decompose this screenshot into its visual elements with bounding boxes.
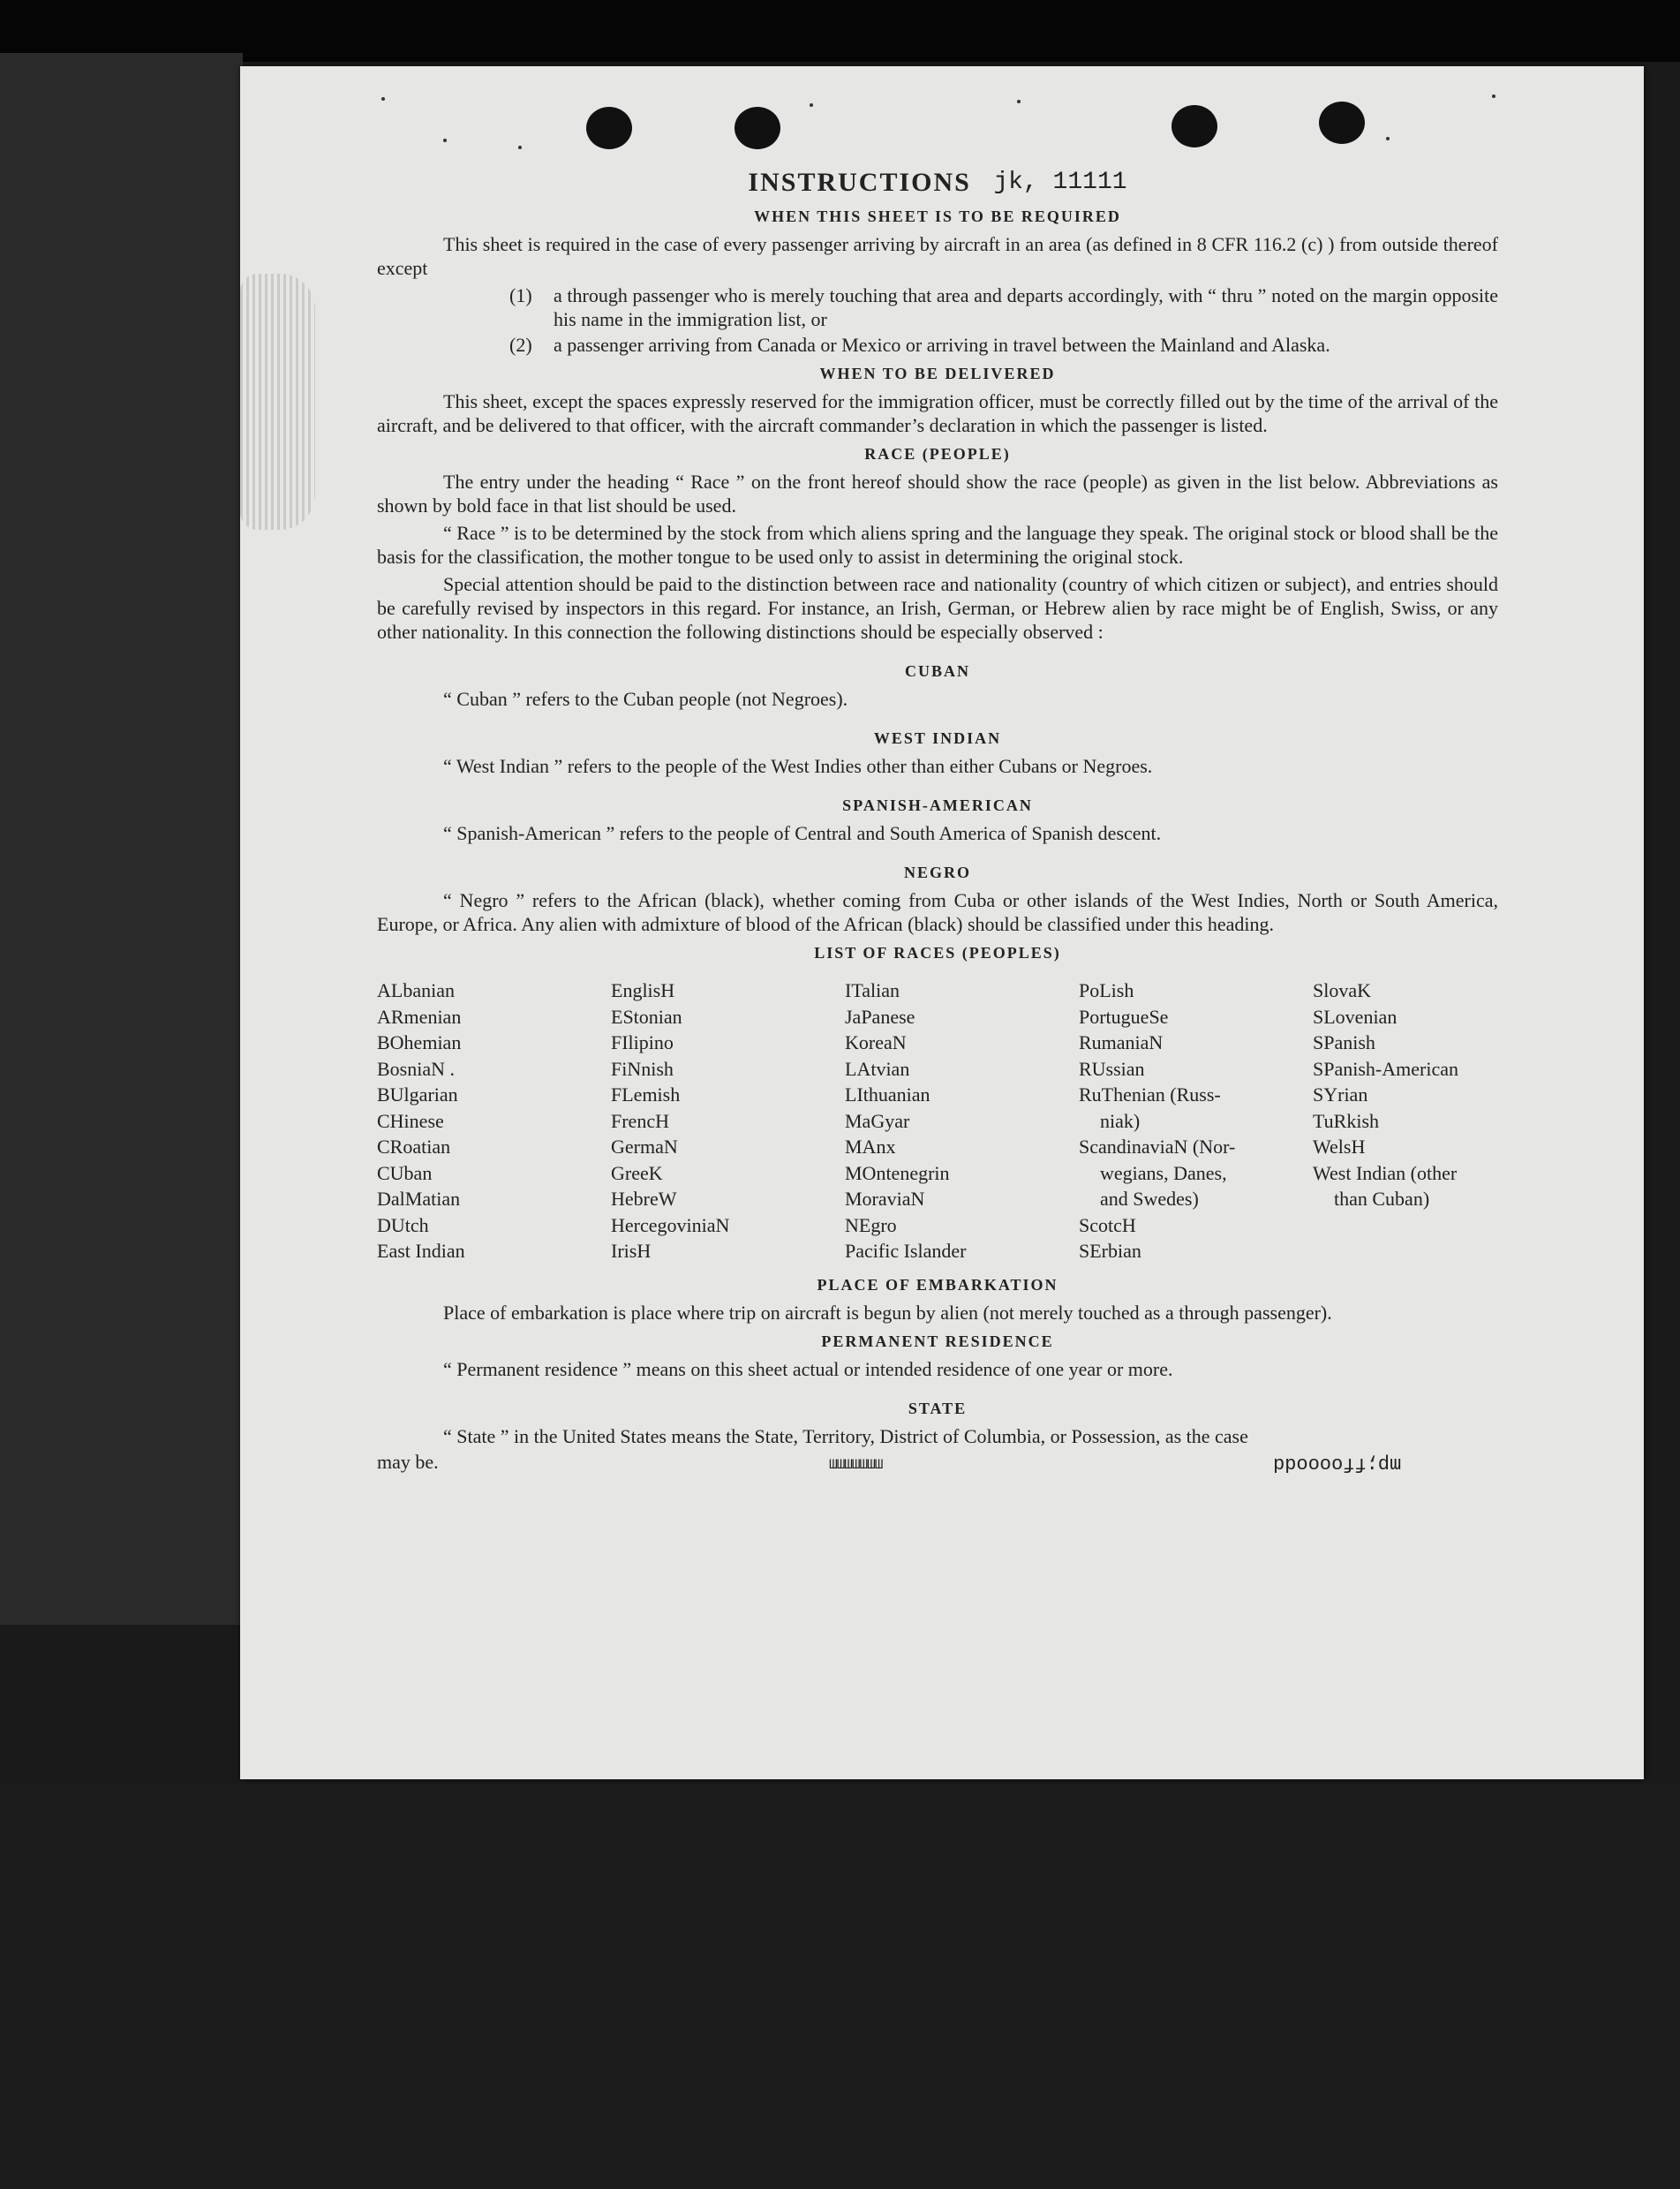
paragraph: This sheet is required in the case of every passenger arriving by aircraft in an area (as defined in 8 CFR 116.2 (c) ) from outside thereof except — [377, 233, 1498, 279]
list-text: a passenger arriving from Canada or Mexico or arriving in travel between the Mainland and Alaska. — [554, 334, 1330, 356]
race-entry: JaPanese — [845, 1005, 915, 1028]
list-item — [509, 333, 1498, 357]
race-entry: FiNnish — [611, 1057, 674, 1080]
paragraph-tail: may be. — [377, 1450, 439, 1473]
paragraph: “ State ” in the United States means the State, Territory, District of Columbia, or Possession, as the case — [443, 1424, 1248, 1447]
races-column — [1313, 978, 1498, 1264]
speck — [1492, 94, 1495, 98]
race-entry: GreeK — [611, 1161, 663, 1184]
paragraph: “ West Indian ” refers to the people of the West Indies other than either Cubans or Negroes. — [443, 755, 1153, 777]
race-entry: GermaN — [611, 1136, 678, 1158]
section-heading: WHEN TO BE DELIVERED — [819, 365, 1056, 382]
race-entry: DUtch — [377, 1213, 429, 1236]
scan-border-bottom — [0, 1784, 1680, 2189]
races-column — [377, 978, 611, 1264]
race-entry: KoreaN — [845, 1031, 907, 1053]
punch-hole — [586, 107, 632, 149]
race-entry: CHinese — [377, 1109, 444, 1132]
race-entry: NEgro — [845, 1213, 897, 1236]
section-heading: WHEN THIS SHEET IS TO BE REQUIRED — [754, 208, 1121, 225]
scan-border-top — [0, 0, 1680, 62]
speck — [1386, 137, 1390, 140]
race-entry: MAnx — [845, 1136, 896, 1158]
race-entry: SLovenian — [1313, 1005, 1397, 1028]
speck — [810, 103, 813, 107]
races-column — [845, 978, 1079, 1264]
race-entry: HercegoviniaN — [611, 1213, 730, 1236]
paragraph: “ Permanent residence ” means on this sheet actual or intended residence of one year or more. — [443, 1357, 1173, 1380]
race-entry: EStonian — [611, 1005, 682, 1028]
paragraph: This sheet, except the spaces expressly reserved for the immigration officer, must be correctly filled out by the time of the arrival of the aircraft, and be delivered to that officer, with the aircraft commander’s declaration in which the passenger is listed. — [377, 390, 1498, 436]
race-entry: ScandinaviaN (Nor- — [1079, 1136, 1236, 1158]
list-item — [509, 283, 1498, 331]
race-entry: Pacific Islander — [845, 1240, 967, 1262]
speck — [381, 97, 385, 101]
race-entry: MOntenegrin — [845, 1161, 950, 1184]
races-column — [1079, 978, 1313, 1264]
section-heading: WEST INDIAN — [873, 729, 1002, 747]
race-entry: niak) — [1100, 1109, 1141, 1132]
race-entry: SErbian — [1079, 1240, 1141, 1262]
race-entry: EnglisH — [611, 979, 675, 1001]
race-entry: and Swedes) — [1100, 1188, 1199, 1210]
race-entry: East Indian — [377, 1240, 465, 1262]
race-entry: SPanish-American — [1313, 1057, 1458, 1080]
paragraph: Special attention should be paid to the distinction between race and nationality (country of which citizen or subject), and entries should be carefully revised by inspectors in this regard. For instance, an Irish, German, or Hebrew alien by race might be of English, Swiss, or any other nationality. In this connection the following distinctions should be especially observed : — [377, 573, 1498, 643]
stamped-id: mp;ffoooodd — [1272, 1452, 1401, 1475]
paragraph: “ Spanish-American ” refers to the people of Central and South America of Spanish descent. — [443, 822, 1162, 844]
faded-stamp — [240, 274, 315, 530]
race-entry: HebreW — [611, 1188, 677, 1210]
races-column — [611, 978, 845, 1264]
footer-row — [377, 1450, 1498, 1477]
instruction-sheet — [240, 66, 1644, 1779]
race-entry: BUlgarian — [377, 1083, 458, 1106]
race-entry: FrencH — [611, 1109, 669, 1132]
page-title: INSTRUCTIONS — [748, 168, 971, 197]
list-text: a through passenger who is merely touching that area and departs accordingly, with “ thru ” noted on the margin opposite his name in the immigration list, or — [554, 284, 1498, 330]
section-heading: LIST OF RACES (PEOPLES) — [814, 944, 1061, 962]
speck — [1017, 100, 1021, 103]
section-heading: PLACE OF EMBARKATION — [817, 1275, 1058, 1294]
race-entry: West Indian (other — [1313, 1161, 1458, 1184]
race-entry: than Cuban) — [1334, 1188, 1430, 1210]
paragraph: The entry under the heading “ Race ” on the front hereof should show the race (people) as given in the list below. Abbreviations as shown by bold face in that list should be used. — [377, 471, 1498, 517]
race-entry: LIthuanian — [845, 1083, 930, 1106]
paragraph: “ Cuban ” refers to the Cuban people (not Negroes). — [443, 688, 848, 710]
race-entry: PoLish — [1079, 979, 1134, 1001]
section-heading: RACE (PEOPLE) — [864, 445, 1011, 463]
scan-border-left — [0, 53, 243, 1625]
section-heading: SPANISH-AMERICAN — [842, 796, 1033, 814]
race-entry: CRoatian — [377, 1136, 451, 1158]
paragraph: “ Race ” is to be determined by the stock from which aliens spring and the language they speak. The original stock or blood shall be the basis for the classification, the mother tongue to be used only to assist in determining the original stock. — [377, 522, 1498, 568]
race-entry: DalMatian — [377, 1188, 461, 1210]
speck — [443, 139, 447, 142]
section-heading: PERMANENT RESIDENCE — [821, 1332, 1054, 1350]
race-entry: MaGyar — [845, 1109, 910, 1132]
speck — [518, 146, 522, 149]
race-entry: RuThenian (Russ- — [1079, 1083, 1221, 1106]
race-entry: FLemish — [611, 1083, 681, 1106]
section-heading: NEGRO — [903, 864, 971, 881]
paragraph: “ Negro ” refers to the African (black), whether coming from Cuba or other islands of the West Indies, North or South America, Europe, or Africa. Any alien with admixture of blood of the African (black) should be classified under this heading. — [377, 889, 1498, 935]
punch-hole — [1171, 105, 1217, 147]
race-entry: BOhemian — [377, 1031, 462, 1053]
race-entry: ScotcH — [1079, 1213, 1136, 1236]
race-entry: MoraviaN — [845, 1188, 925, 1210]
race-entry: WelsH — [1313, 1136, 1366, 1158]
race-entry: LAtvian — [845, 1057, 910, 1080]
punch-hole — [735, 107, 780, 149]
race-entry: SYrian — [1313, 1083, 1368, 1106]
race-entry: ARmenian — [377, 1005, 462, 1028]
race-entry: ALbanian — [377, 979, 455, 1001]
section-heading: CUBAN — [904, 662, 970, 680]
race-entry: ITalian — [845, 979, 900, 1001]
race-entry: PortugueSe — [1079, 1005, 1169, 1028]
section-heading: STATE — [908, 1399, 968, 1417]
punch-hole — [1319, 102, 1365, 144]
typed-file-number: jk, 11111 — [993, 169, 1127, 196]
race-entry: wegians, Danes, — [1100, 1161, 1227, 1184]
title-row — [377, 170, 1498, 196]
ledger-mark: ШШШШШШШ — [829, 1456, 883, 1473]
races-table — [377, 978, 1498, 1264]
list-number: (1) — [509, 284, 532, 306]
race-entry: SPanish — [1313, 1031, 1375, 1053]
race-entry: RumaniaN — [1079, 1031, 1164, 1053]
list-number: (2) — [509, 334, 532, 356]
race-entry: CUban — [377, 1161, 433, 1184]
document-body — [377, 170, 1498, 1477]
race-entry: IrisH — [611, 1240, 652, 1262]
race-entry: BosniaN . — [377, 1057, 455, 1080]
race-entry: FIlipino — [611, 1031, 674, 1053]
race-entry: TuRkish — [1313, 1109, 1380, 1132]
race-entry: RUssian — [1079, 1057, 1145, 1080]
paragraph: Place of embarkation is place where trip on aircraft is begun by alien (not merely touched as a through passenger). — [443, 1301, 1332, 1324]
race-entry: SlovaK — [1313, 979, 1371, 1001]
